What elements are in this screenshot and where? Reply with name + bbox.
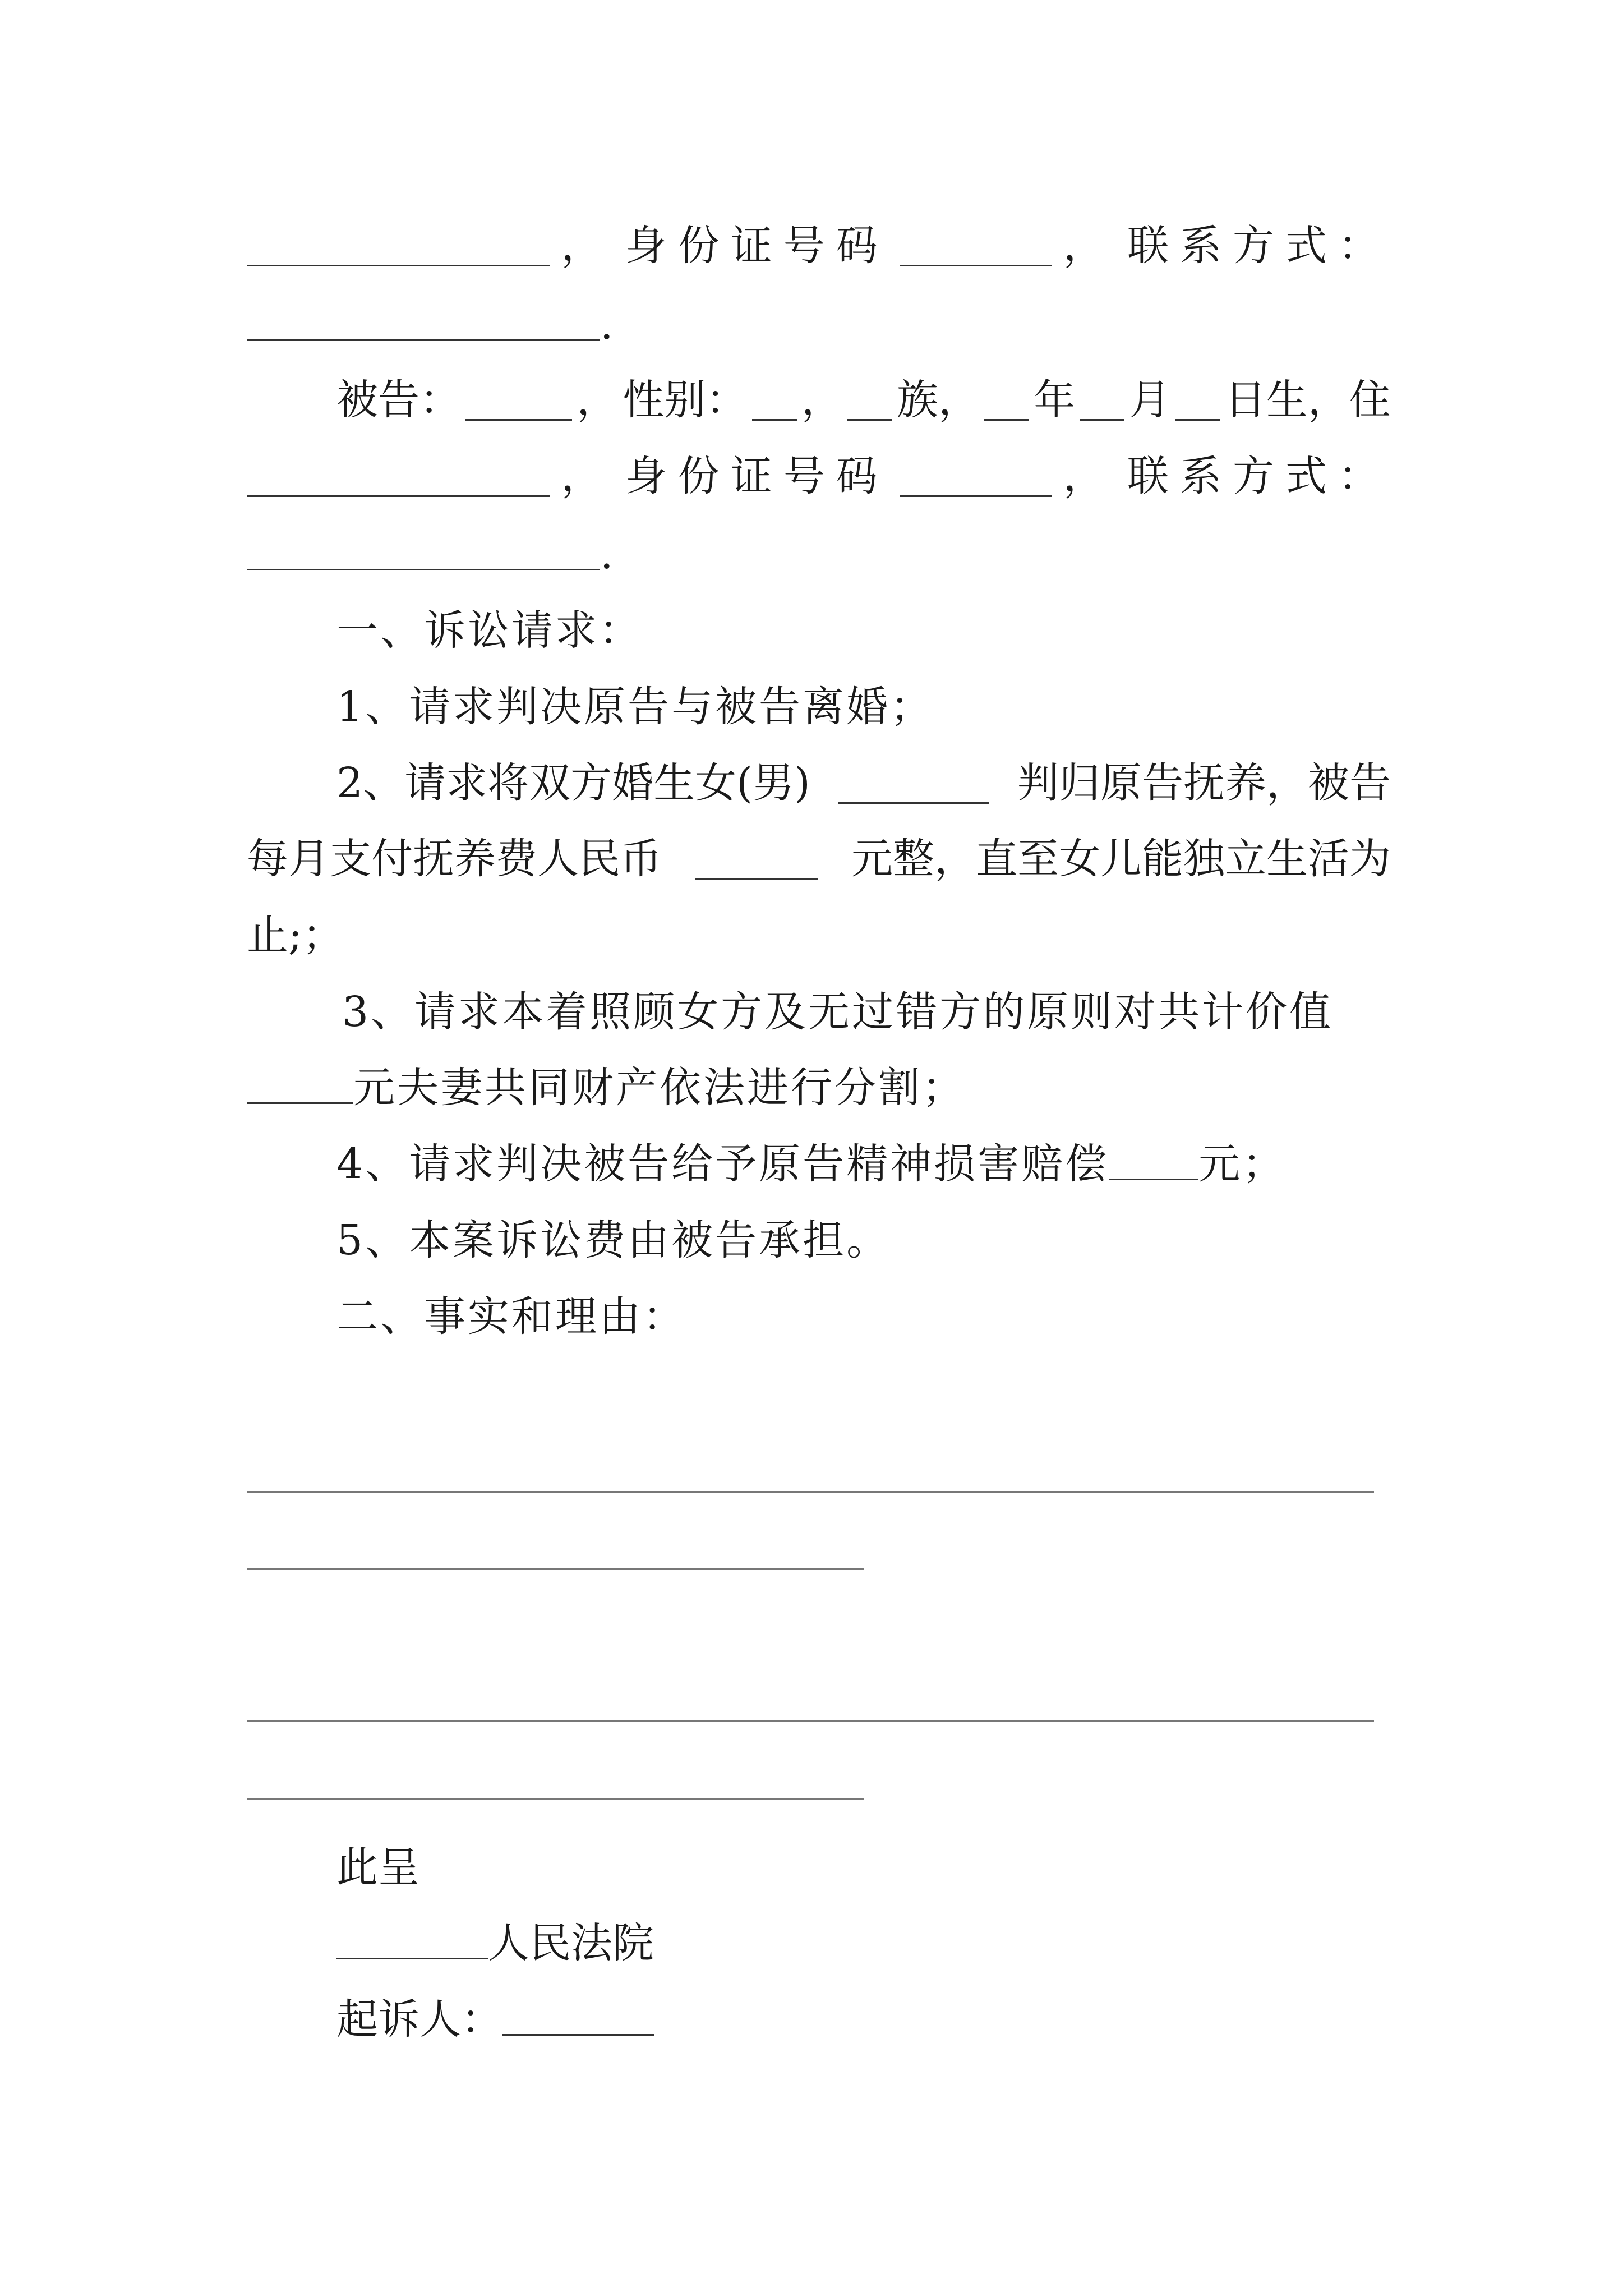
court-line [336, 1910, 1391, 1977]
contact-blank[interactable] [247, 300, 600, 341]
child-name-blank[interactable] [838, 763, 989, 804]
plaintiff-label: 起诉人： [336, 1995, 502, 2044]
defendant-contact-blank[interactable] [247, 530, 600, 570]
claim-item-2-text: 2、请求将双方婚生女(男) [336, 759, 810, 807]
facts-rule-2[interactable] [247, 1568, 864, 1570]
defendant-line [336, 366, 1391, 434]
facts-rule-3[interactable] [247, 1720, 1374, 1722]
facts-rule-1[interactable] [247, 1491, 1374, 1493]
id-number-blank[interactable] [900, 226, 1052, 266]
property-value-blank[interactable] [247, 1063, 353, 1104]
gender-blank[interactable] [752, 380, 797, 421]
month-label: 月 [1129, 376, 1171, 424]
claim-item-2-text: 元整，直至女儿能独立生活为 [851, 835, 1391, 883]
claim-item-1: 1、请求判决原告与被告离婚； [336, 683, 934, 731]
birth-residence-label: 日生，住 [1224, 376, 1391, 424]
defendant-contact-line [247, 521, 1391, 588]
separator: ， [561, 222, 614, 270]
claim-item-3-text: 元夫妻共同财产依法进行分割； [353, 1064, 966, 1112]
facts-heading: 二、事实和理由： [336, 1292, 686, 1341]
birth-year-blank[interactable] [984, 380, 1029, 421]
separator: ， [561, 452, 614, 500]
claim-item-4-text: 元； [1198, 1140, 1287, 1188]
claim-item-4-text: 4、请求判决被告给予原告精神损害赔偿 [336, 1140, 1109, 1188]
plaintiff-signature-line [336, 1986, 1391, 2053]
compensation-blank[interactable] [1109, 1139, 1198, 1180]
period: . [600, 301, 614, 349]
submit-line: 此呈 [336, 1843, 419, 1892]
claims-heading: 一、诉讼请求： [336, 606, 643, 655]
plaintiff-id-line [247, 212, 1391, 279]
defendant-id-blank[interactable] [900, 456, 1052, 497]
id-number-label: 身份证号码 [625, 222, 889, 270]
period: . [600, 530, 614, 578]
gender-label: 性别： [623, 376, 748, 424]
claim-item-4 [336, 1130, 1391, 1198]
claim-item-5: 5、本案诉讼费由被告承担。 [336, 1216, 891, 1264]
facts-rule-4[interactable] [247, 1798, 864, 1800]
year-label: 年 [1034, 376, 1076, 424]
claim-item-2-text: 判归原告抚养，被告 [1017, 759, 1391, 807]
support-amount-blank[interactable] [695, 839, 818, 880]
claim-item-3-line-2 [247, 1054, 1391, 1121]
defendant-label: 被告： [336, 376, 461, 424]
defendant-address-blank[interactable] [247, 456, 550, 497]
claim-item-2-line-1 [336, 749, 1391, 817]
defendant-name-blank[interactable] [465, 380, 572, 421]
defendant-id-line [247, 443, 1391, 510]
contact-label: 联系方式： [1127, 222, 1391, 270]
separator: ， [577, 376, 619, 424]
separator: ， [1063, 222, 1116, 270]
claim-item-3-line-1: 3、请求本着照顾女方及无过错方的原则对共计价值 [342, 988, 1334, 1036]
court-label: 人民法院 [488, 1919, 654, 1967]
ethnicity-label: 族， [896, 376, 980, 424]
separator: ， [801, 376, 843, 424]
id-number-label: 身份证号码 [625, 452, 889, 500]
contact-label: 联系方式： [1127, 452, 1391, 500]
birth-month-blank[interactable] [1080, 380, 1124, 421]
ethnicity-blank[interactable] [847, 380, 892, 421]
separator: ， [1063, 452, 1116, 500]
plaintiff-signature-blank[interactable] [502, 1995, 654, 2036]
birth-day-blank[interactable] [1175, 380, 1220, 421]
court-name-blank[interactable] [336, 1918, 488, 1959]
claim-item-2-line-2 [247, 825, 1391, 892]
plaintiff-contact-line [247, 291, 1391, 358]
claim-item-2-line-3: 止;； [247, 911, 344, 959]
address-blank[interactable] [247, 226, 550, 266]
claim-item-2-text: 每月支付抚养费人民币 [247, 835, 662, 883]
